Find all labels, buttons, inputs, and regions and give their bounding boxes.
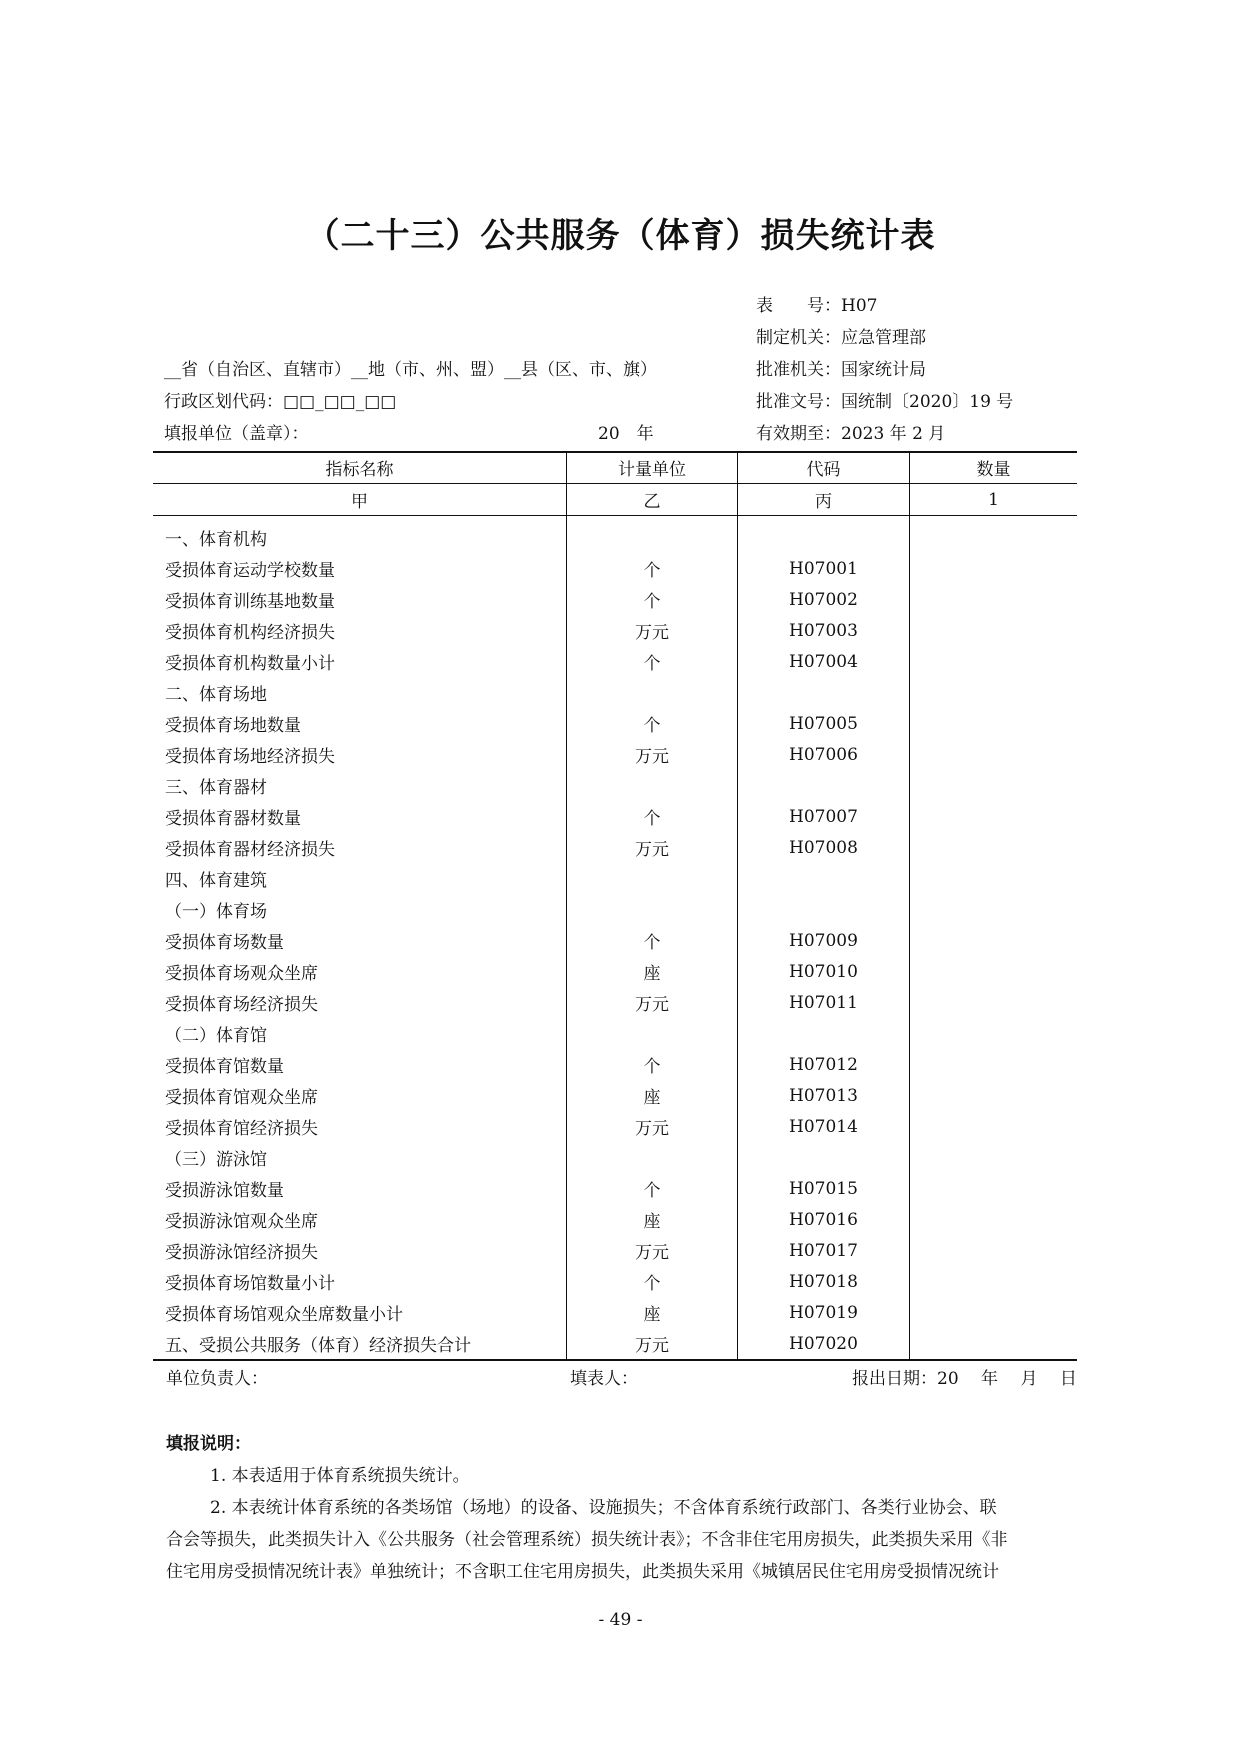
table-row	[153, 1080, 1077, 1111]
unit-cell	[567, 677, 738, 708]
indicator-name-cell: 受损体育器材数量	[165, 809, 301, 829]
statistics-table	[153, 452, 1077, 1359]
quantity-input-cell[interactable]	[909, 1142, 1077, 1173]
page-number: - 49 -	[598, 1610, 643, 1630]
quantity-input-cell[interactable]	[909, 1266, 1077, 1297]
quantity-input-cell[interactable]	[909, 1235, 1077, 1266]
table-row	[153, 708, 1077, 739]
quantity-input-cell[interactable]	[909, 894, 1077, 925]
unit-cell: 万元	[567, 987, 738, 1018]
indicator-name-cell: （三）游泳馆	[165, 1150, 267, 1170]
indicator-name-cell: 受损体育器材经济损失	[165, 840, 335, 860]
table-row	[153, 1266, 1077, 1297]
code-cell: H07007	[737, 801, 909, 832]
quantity-input-cell[interactable]	[909, 863, 1077, 894]
quantity-input-cell[interactable]	[909, 987, 1077, 1018]
indicator-name-cell: 受损体育馆观众坐席	[165, 1088, 318, 1108]
unit-cell	[567, 516, 738, 554]
table-row	[153, 646, 1077, 677]
code-cell	[737, 770, 909, 801]
unit-cell: 个	[567, 1049, 738, 1080]
code-cell: H07004	[737, 646, 909, 677]
unit-cell: 个	[567, 925, 738, 956]
table-row	[153, 1204, 1077, 1235]
table-row	[153, 615, 1077, 646]
indicator-name-cell: 受损游泳馆经济损失	[165, 1243, 318, 1263]
reporting-unit-line: 填报单位（盖章）：	[164, 424, 309, 444]
table-row	[153, 770, 1077, 801]
quantity-input-cell[interactable]	[909, 801, 1077, 832]
table-row	[153, 1235, 1077, 1266]
code-cell	[737, 1018, 909, 1049]
unit-cell: 万元	[567, 1235, 738, 1266]
table-row	[153, 863, 1077, 894]
unit-cell: 个	[567, 1266, 738, 1297]
indicator-name-cell: 受损游泳馆观众坐席	[165, 1212, 318, 1232]
code-cell: H07008	[737, 832, 909, 863]
table-row	[153, 894, 1077, 925]
table-row	[153, 832, 1077, 863]
indicator-name-cell: 受损体育场馆数量小计	[165, 1274, 335, 1294]
code-cell: H07013	[737, 1080, 909, 1111]
unit-cell: 万元	[567, 1111, 738, 1142]
quantity-input-cell[interactable]	[909, 1173, 1077, 1204]
column-mark-row	[153, 484, 1077, 516]
unit-cell: 个	[567, 801, 738, 832]
quantity-input-cell[interactable]	[909, 708, 1077, 739]
code-cell: H07002	[737, 584, 909, 615]
column-header-row	[153, 452, 1077, 484]
code-cell: H07012	[737, 1049, 909, 1080]
quantity-input-cell[interactable]	[909, 1080, 1077, 1111]
indicator-name-cell: 一、体育机构	[165, 530, 267, 550]
table-row	[153, 1111, 1077, 1142]
quantity-input-cell[interactable]	[909, 1049, 1077, 1080]
unit-cell: 万元	[567, 739, 738, 770]
quantity-input-cell[interactable]	[909, 1328, 1077, 1359]
page-title: （二十三）公共服务（体育）损失统计表	[305, 216, 936, 256]
report-year: 20 年	[598, 424, 654, 444]
filler-signature: 填表人：	[570, 1369, 638, 1389]
quantity-input-cell[interactable]	[909, 677, 1077, 708]
table-row	[153, 516, 1077, 554]
indicator-name-cell: （二）体育馆	[165, 1026, 267, 1046]
validity-period: 有效期至：2023 年 2 月	[756, 424, 946, 444]
table-row	[153, 739, 1077, 770]
code-cell: H07001	[737, 553, 909, 584]
code-cell	[737, 1142, 909, 1173]
indicator-name-cell: （一）体育场	[165, 902, 267, 922]
unit-cell: 万元	[567, 1328, 738, 1359]
code-cell	[737, 894, 909, 925]
table-row	[153, 1173, 1077, 1204]
table-row	[153, 1142, 1077, 1173]
code-cell	[737, 863, 909, 894]
code-cell: H07016	[737, 1204, 909, 1235]
unit-cell	[567, 1018, 738, 1049]
quantity-input-cell[interactable]	[909, 1204, 1077, 1235]
indicator-name-cell: 受损体育场地数量	[165, 716, 301, 736]
code-cell: H07009	[737, 925, 909, 956]
code-cell: H07014	[737, 1111, 909, 1142]
column-mark-quantity: 1	[909, 484, 1077, 516]
column-header-unit: 计量单位	[567, 452, 738, 484]
quantity-input-cell[interactable]	[909, 1018, 1077, 1049]
quantity-input-cell[interactable]	[909, 739, 1077, 770]
code-cell: H07003	[737, 615, 909, 646]
unit-cell: 个	[567, 584, 738, 615]
quantity-input-cell[interactable]	[909, 615, 1077, 646]
unit-cell	[567, 1142, 738, 1173]
table-row	[153, 987, 1077, 1018]
indicator-name-cell: 受损体育机构经济损失	[165, 623, 335, 643]
table-row	[153, 801, 1077, 832]
instructions-title: 填报说明：	[166, 1434, 251, 1454]
table-row	[153, 1018, 1077, 1049]
indicator-name-cell: 受损体育训练基地数量	[165, 592, 335, 612]
quantity-input-cell[interactable]	[909, 1297, 1077, 1328]
indicator-name-cell: 受损体育场数量	[165, 933, 284, 953]
table-row	[153, 553, 1077, 584]
indicator-name-cell: 受损体育机构数量小计	[165, 654, 335, 674]
indicator-name-cell: 受损体育场馆观众坐席数量小计	[165, 1305, 403, 1325]
region-code-line: 行政区划代码：□□_□□_□□	[164, 392, 397, 412]
code-cell: H07006	[737, 739, 909, 770]
code-cell: H07019	[737, 1297, 909, 1328]
table-row	[153, 677, 1077, 708]
instruction-item: 2. 本表统计体育系统的各类场馆（场地）的设备、设施损失；不含体育系统行政部门、各类行业协会、联	[210, 1498, 997, 1518]
instruction-continuation: 住宅用房受损情况统计表》单独统计；不含职工住宅用房损失，此类损失采用《城镇居民住宅用房受损情况统计	[166, 1562, 999, 1582]
unit-cell: 个	[567, 708, 738, 739]
indicator-name-cell: 三、体育器材	[165, 778, 267, 798]
unit-cell	[567, 770, 738, 801]
approving-authority: 批准机关：国家统计局	[756, 360, 926, 380]
indicator-name-cell: 受损体育场地经济损失	[165, 747, 335, 767]
code-cell: H07015	[737, 1173, 909, 1204]
table-row	[153, 1049, 1077, 1080]
code-cell: H07017	[737, 1235, 909, 1266]
table-bottom-rule	[153, 1359, 1077, 1361]
quantity-input-cell[interactable]	[909, 584, 1077, 615]
column-header-quantity: 数量	[909, 452, 1077, 484]
table-row	[153, 1328, 1077, 1359]
quantity-input-cell[interactable]	[909, 832, 1077, 863]
column-mark-name: 甲	[153, 484, 567, 516]
filling-instructions	[166, 1428, 1074, 1588]
unit-cell: 座	[567, 1080, 738, 1111]
unit-cell	[567, 894, 738, 925]
instruction-item: 1. 本表适用于体育系统损失统计。	[210, 1466, 470, 1486]
approval-document: 批准文号：国统制〔2020〕19 号	[756, 392, 1014, 412]
unit-cell: 个	[567, 1173, 738, 1204]
column-header-code: 代码	[737, 452, 909, 484]
unit-cell: 万元	[567, 832, 738, 863]
unit-cell: 个	[567, 553, 738, 584]
table-row	[153, 925, 1077, 956]
region-line: __省（自治区、直辖市）__地（市、州、盟）__县（区、市、旗）	[164, 360, 657, 380]
indicator-name-cell: 二、体育场地	[165, 685, 267, 705]
code-cell: H07005	[737, 708, 909, 739]
unit-head-signature: 单位负责人：	[166, 1369, 268, 1389]
column-header-name: 指标名称	[153, 452, 567, 484]
quantity-input-cell[interactable]	[909, 956, 1077, 987]
quantity-input-cell[interactable]	[909, 553, 1077, 584]
indicator-name-cell: 四、体育建筑	[165, 871, 267, 891]
indicator-name-cell: 五、受损公共服务（体育）经济损失合计	[165, 1336, 471, 1356]
unit-cell: 座	[567, 956, 738, 987]
quantity-input-cell[interactable]	[909, 516, 1077, 554]
table-row	[153, 584, 1077, 615]
table-row	[153, 1297, 1077, 1328]
code-cell: H07010	[737, 956, 909, 987]
unit-cell: 个	[567, 646, 738, 677]
unit-cell: 座	[567, 1204, 738, 1235]
code-cell: H07011	[737, 987, 909, 1018]
indicator-name-cell: 受损体育馆经济损失	[165, 1119, 318, 1139]
unit-cell: 万元	[567, 615, 738, 646]
unit-cell: 座	[567, 1297, 738, 1328]
table-row	[153, 956, 1077, 987]
instruction-continuation: 合会等损失，此类损失计入《公共服务（社会管理系统）损失统计表》；不含非住宅用房损失，此类损失采用《非	[166, 1530, 1008, 1550]
form-number: 表 号：H07	[756, 296, 878, 316]
code-cell	[737, 516, 909, 554]
indicator-name-cell: 受损游泳馆数量	[165, 1181, 284, 1201]
report-date: 报出日期：20 年 月 日	[852, 1369, 1077, 1389]
indicator-name-cell: 受损体育运动学校数量	[165, 561, 335, 581]
quantity-input-cell[interactable]	[909, 646, 1077, 677]
unit-cell	[567, 863, 738, 894]
column-mark-code: 丙	[737, 484, 909, 516]
code-cell: H07018	[737, 1266, 909, 1297]
column-mark-unit: 乙	[567, 484, 738, 516]
indicator-name-cell: 受损体育场观众坐席	[165, 964, 318, 984]
indicator-name-cell: 受损体育场经济损失	[165, 995, 318, 1015]
quantity-input-cell[interactable]	[909, 925, 1077, 956]
quantity-input-cell[interactable]	[909, 770, 1077, 801]
issuing-authority: 制定机关：应急管理部	[756, 328, 926, 348]
code-cell: H07020	[737, 1328, 909, 1359]
quantity-input-cell[interactable]	[909, 1111, 1077, 1142]
indicator-name-cell: 受损体育馆数量	[165, 1057, 284, 1077]
code-cell	[737, 677, 909, 708]
